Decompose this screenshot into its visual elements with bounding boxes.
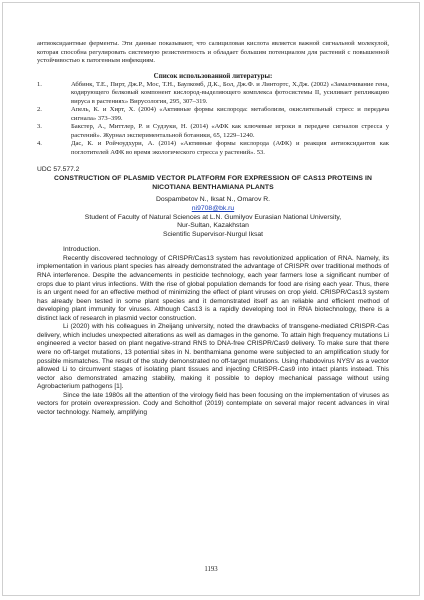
page-content [37,40,389,417]
section-heading-introduction: Introduction. [63,246,101,254]
body-paragraph: Recently discovered technology of CRISPR/Cas13 system has revolutionized application of RNA. Namely, its implementation in various plant species has already demonstrated the advantage of CRISPR over traditional methods of RNA interference. Despite the advancements in pesticide technology, each year farmers lose a significant number of crops due to plant virus infections. With the rise of global population demands for food are rising each year. Thus, there is an urgent need for an effective method of minimizing the effect of plant viruses on crop yield. CRISPR/Cas13 system has already been tested in some plant species and it demonstrated itself as an reliable and efficient method of developing plant immunity for viruses. Although Cas13 is a rapidly developing tool in RNA biotechnology, there is a distinct lack of research in plasmid vector construction. [37,254,389,322]
udc-code: UDC 57.577.2 [37,166,80,174]
scientific-supervisor: Scientific Supervisor-Nurgul Iksat [162,230,264,238]
reference-number: 4. [37,140,42,148]
references-heading: Список использованной литературы: [153,71,273,80]
body-paragraph: Li (2020) with his colleagues in Zheijang university, noted the drawbacks of transgene-mediated CRISPR-Cas delivery, which includes unexpected alterations as well as damages in the genome. To attain high frequency mutations Li engineered a vector based on plant negative-strand RNS to DNA-free CRISPR/Cas9 delivery. To make sure that there were no off-target mutations, 13 potential sites in N. benthamiana genome were subjected to an amplification study for possible mismatches. The result of the study demonstrated no off-target mutations. Using rhabdovirus NYSV as a vector allowed Li to circumvent stages of isolating plant tissues and injecting CRISPR-Cas9 into intact plants instead. This vector also demonstrated amazing stability, making it possible to deploy mechanical passage without using Agrobacterium pathogens [1]. [37,323,389,391]
reference-item [37,106,389,123]
article-title: CONSTRUCTION OF PLASMID VECTOR PLATFORM FOR EXPRESSION OF CAS13 PROTEINS IN NICOTIANA BENTHAMIANA PLANTS [53,174,373,191]
reference-item [37,140,389,157]
reference-number: 2. [37,106,42,114]
reference-text: Апель, К. и Хирт, Х. (2004) «Активные формы кислорода: метаболизм, окислительный стресс и передача сигнала» 373–399. [71,106,389,122]
body-paragraph: Since the late 1980s all the attention of the virology field has been focusing on the implementation of viruses as vectors for protein overexpression. Cody and Scholthof (2019) contemplate on several major recent advances in viral vector technology. Namely, amplifying [37,391,389,416]
affiliation-location: Nur-Sultan, Kazakhstan [177,222,249,230]
affiliation-line: Student of Faculty of Natural Sciences at L.N. Gumilyov Eurasian National University, [84,213,342,221]
reference-item [37,123,389,140]
authors-line: Dospambetov N., Iksat N., Omarov R. [155,196,271,204]
reference-item [37,81,389,107]
russian-conclusion-paragraph: антиоксидантные ферменты. Эти данные показывают, что салициловая кислота является важной сигнальной молекулой, которая способна регулировать системную резистентность и обладает большим потенциалом для растений с повышенной устойчивостью к патогенным инфекциям. [37,40,389,65]
reference-text: Аббинк, Т.Е., Пирт, Дж.Р., Мос, Т.Н., Баулкомб, Д.К., Бол, Дж.Ф. и Линтортс, Х.Дж. (2002) «Замалчивание гена, кодирующего белковый компонент кислород-выделяющего комплекса фотосистемы II, усиливает репликацию вируса в растениях» Вирусология, 295, 307–319. [71,80,389,105]
author-email-link[interactable]: ni9708@bk.ru [191,204,235,212]
reference-number: 1. [37,80,42,88]
references-list [37,81,389,158]
reference-text: Бакстер, А., Миттлер, Р. и Судзуки, Н. (2014) «АФК как ключевые игроки в передаче сигналов стресса у растений». Журнал экспериментальной ботаники, 65, 1229–1240. [71,123,389,139]
reference-text: Дас, К. и Ройчоудхури, А. (2014) «Активные формы кислорода (АФК) и реакция антиоксидантов как поглотителей АФК во время экологического стресса у растений». 53. [71,140,389,156]
reference-number: 3. [37,123,42,131]
document-page [2,2,420,596]
page-number: 1193 [204,566,218,573]
